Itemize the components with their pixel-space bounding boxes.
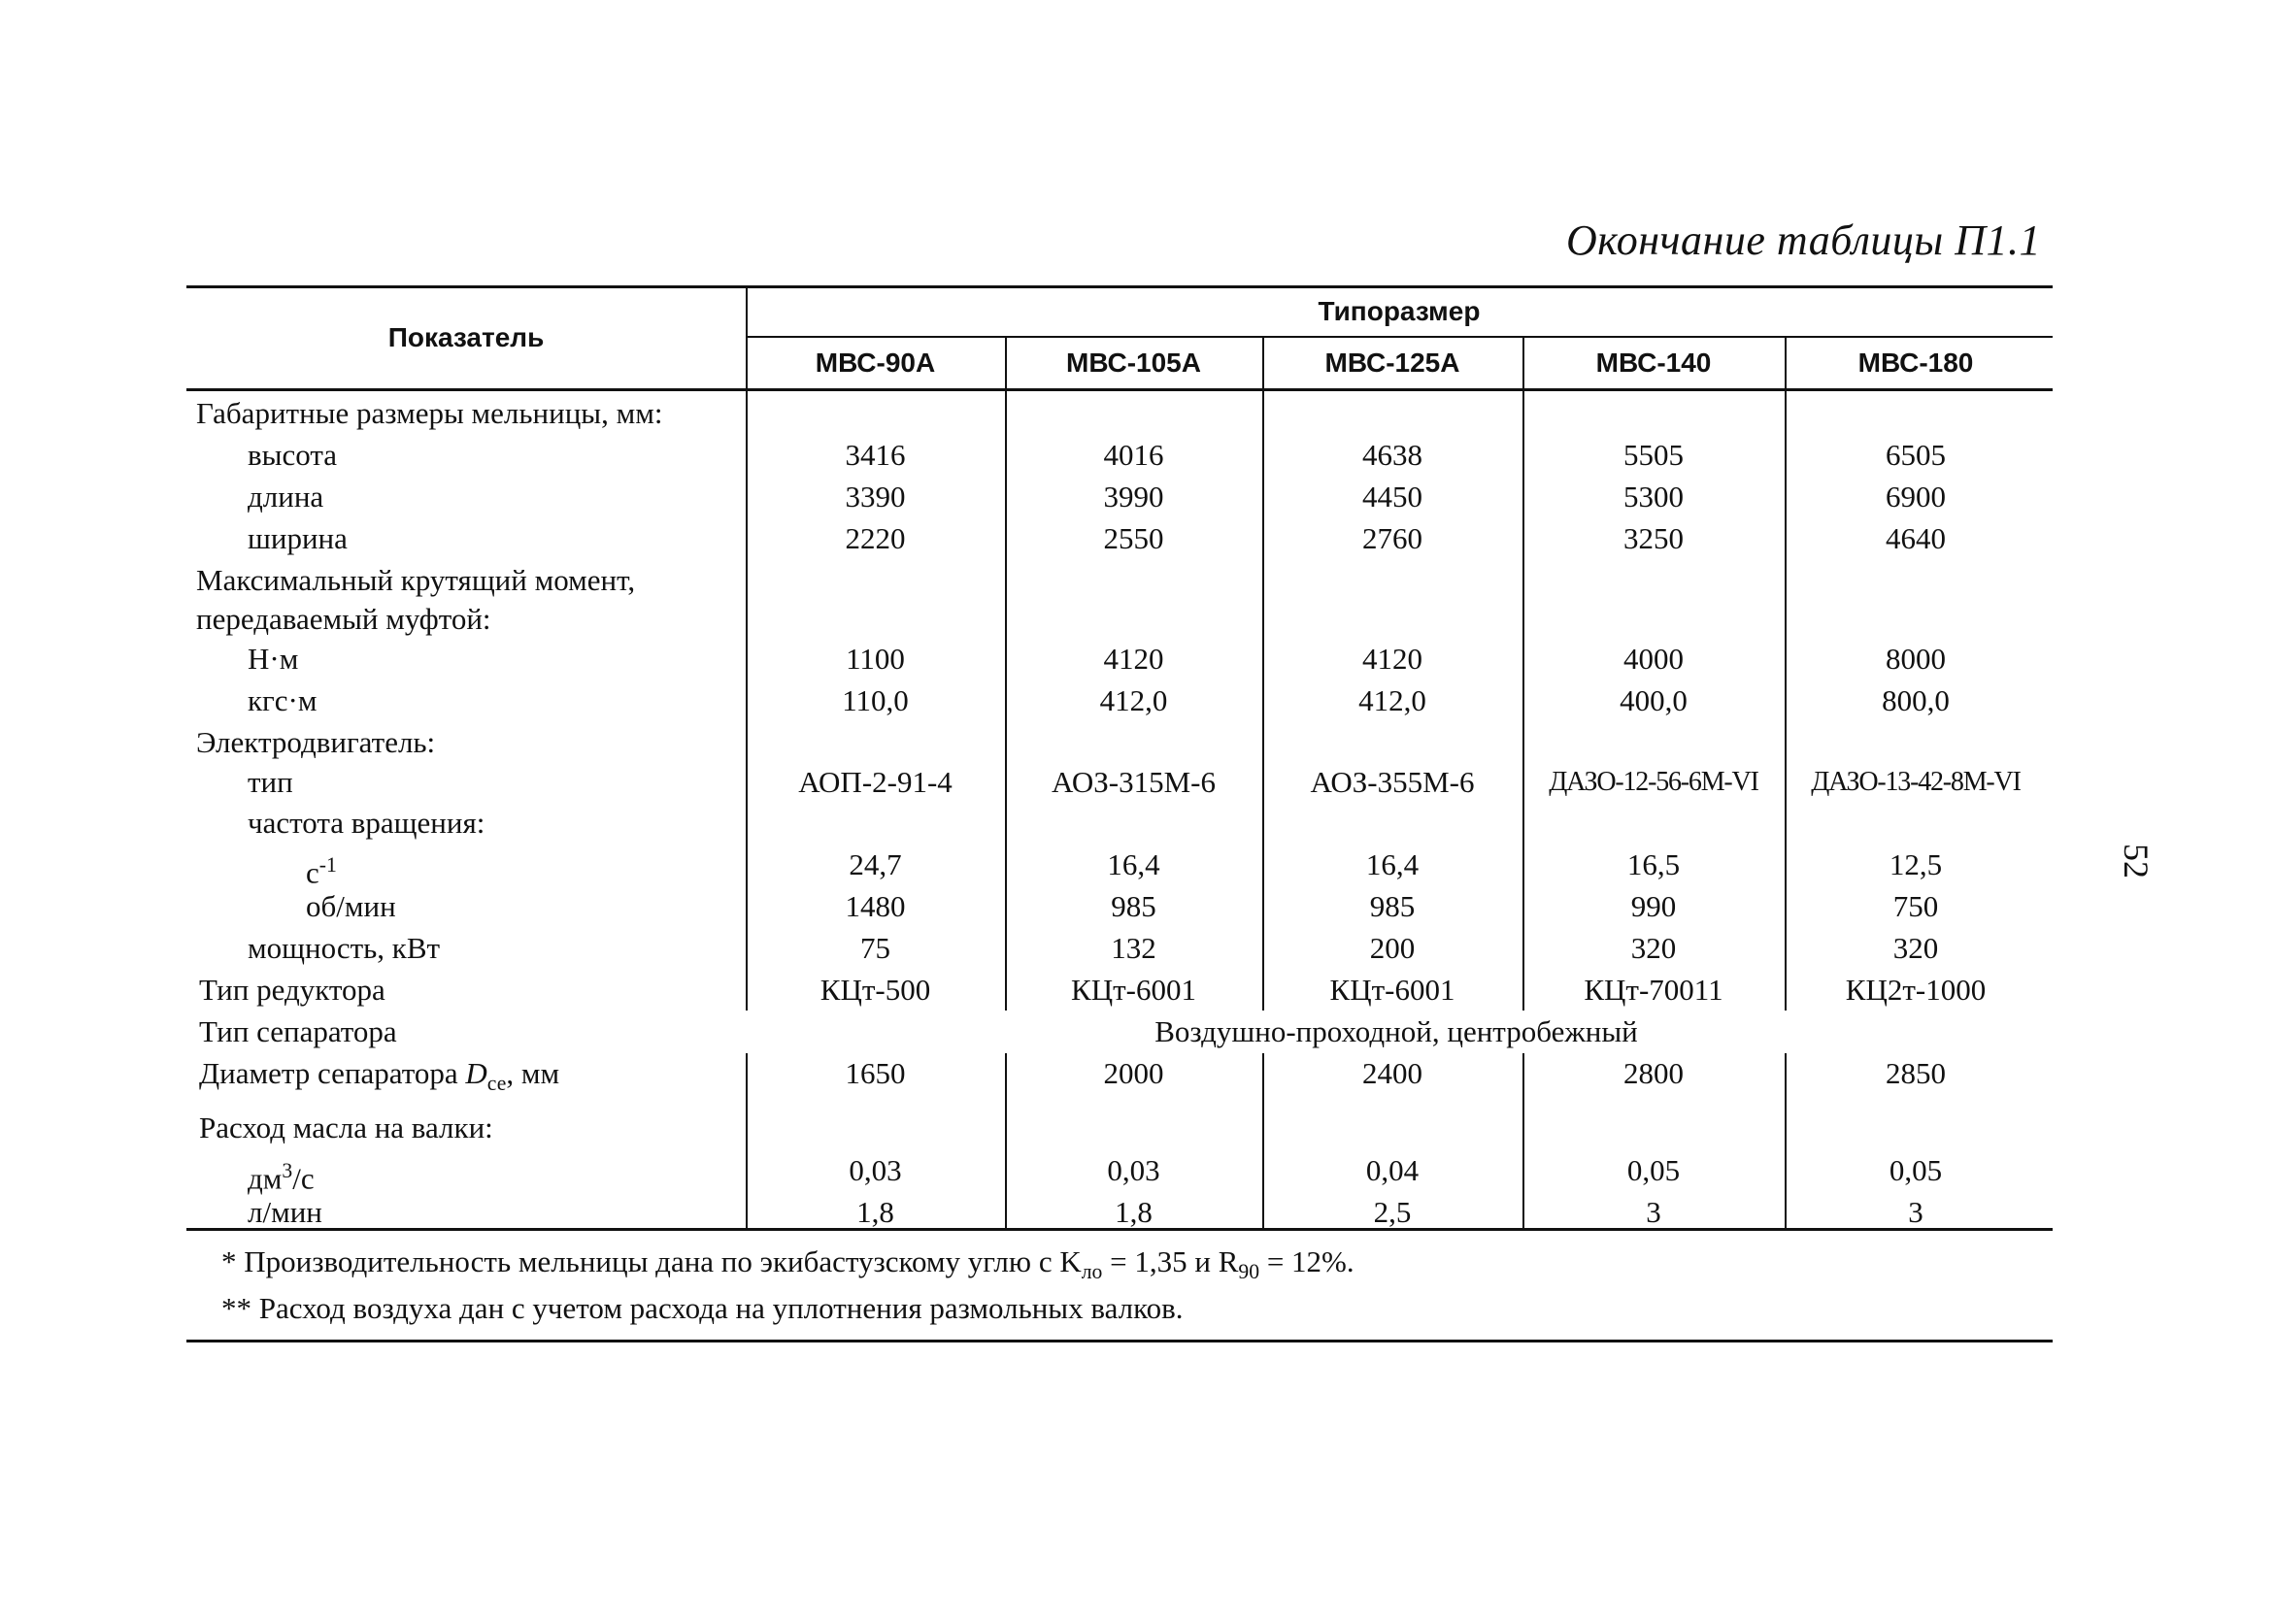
table-cell: КЦт-500: [819, 973, 931, 1007]
table-cell: АОЗ-355М-6: [1310, 765, 1475, 799]
table-cell: 0,03: [1107, 1153, 1160, 1187]
row-label: об/мин: [306, 889, 396, 923]
header-group: Типоразмер: [1318, 296, 1481, 326]
table-cell: 4016: [1103, 438, 1164, 472]
row-label: Электродвигатель:: [196, 725, 436, 759]
table-cell: 1,8: [1115, 1195, 1153, 1229]
row-label: Тип редуктора: [199, 973, 385, 1007]
row-label: кгс·м: [248, 683, 318, 717]
row-label: $дм^3/с$: [248, 1159, 315, 1196]
table-cell: ДАЗО-12-56-6М-VI: [1549, 767, 1758, 797]
table-cell: 0,05: [1626, 1153, 1681, 1187]
table-cell: 320: [1630, 931, 1677, 965]
table-cell: 4120: [1362, 642, 1422, 676]
table-caption: Окончание таблицы П1.1: [1566, 216, 2041, 264]
table-cell: 132: [1111, 931, 1156, 965]
table-cell: 985: [1369, 889, 1416, 923]
table-cell: 16,5: [1626, 847, 1681, 881]
header-bottom-rule: [186, 388, 2053, 391]
table-cell: 0,04: [1365, 1153, 1420, 1187]
table-cell: 1650: [845, 1056, 906, 1090]
table-cell: 3416: [845, 438, 906, 472]
header-model: МВС-140: [1595, 348, 1712, 378]
table-cell: 3: [1646, 1195, 1661, 1229]
table-cell: КЦ2т-1000: [1845, 973, 1987, 1007]
table-cell: 2760: [1362, 521, 1422, 555]
table-cell: 5300: [1623, 480, 1684, 514]
row-label: Габаритные размеры мельницы, мм:: [196, 396, 663, 430]
table-cell: 6900: [1886, 480, 1946, 514]
table-cell: 320: [1892, 931, 1939, 965]
header-model: МВС-180: [1857, 348, 1974, 378]
table-cell: КЦт-70011: [1584, 973, 1723, 1007]
table-cell: 8000: [1886, 642, 1946, 676]
table-cell: 3990: [1103, 480, 1164, 514]
table-cell: 4640: [1886, 521, 1946, 555]
table-cell: 4120: [1103, 642, 1164, 676]
table-cell: 110,0: [842, 683, 909, 717]
table-cell: 0,03: [849, 1153, 902, 1187]
row-label: ширина: [248, 521, 348, 555]
table-cell: 4450: [1362, 480, 1422, 514]
row-label: л/мин: [248, 1195, 322, 1229]
table-cell: 2,5: [1373, 1195, 1412, 1229]
header-model: МВС-90А: [815, 348, 936, 378]
table-cell: 750: [1892, 889, 1939, 923]
table-cell: 1,8: [856, 1195, 894, 1229]
table-cell: 16,4: [1365, 847, 1420, 881]
row-label: Расход масла на валки:: [199, 1110, 493, 1144]
table-cell: КЦт-6001: [1071, 973, 1196, 1007]
table-cell: 4000: [1623, 642, 1684, 676]
table-cell: АОЗ-315М-6: [1052, 765, 1216, 799]
table-cell: 24,7: [849, 847, 902, 881]
row-label: мощность, кВт: [248, 931, 441, 965]
table-cell: 400,0: [1620, 683, 1688, 717]
table-cell: КЦт-6001: [1329, 973, 1455, 1007]
table-cell: АОП-2-91-4: [798, 765, 953, 799]
table-cell: 412,0: [1099, 683, 1168, 717]
table-cell: 5505: [1623, 438, 1684, 472]
table-cell: 16,4: [1107, 847, 1160, 881]
row-label: высота: [248, 438, 338, 472]
table-cell: 800,0: [1882, 683, 1950, 717]
table-cell: 2850: [1886, 1056, 1946, 1090]
table-cell: 2220: [845, 521, 906, 555]
table-cell: 990: [1630, 889, 1677, 923]
row-label: Максимальный крутящий момент,: [196, 563, 636, 597]
page-number: 52: [2117, 844, 2156, 878]
table-cell: 2800: [1623, 1056, 1684, 1090]
table-cell: 3250: [1623, 521, 1684, 555]
row-label: Н·м: [248, 642, 299, 676]
table-cell: 12,5: [1889, 847, 1943, 881]
row-label: $с^{-1}$: [306, 853, 337, 890]
table-cell: 1100: [846, 642, 905, 676]
header-model: МВС-105А: [1066, 348, 1201, 378]
table-cell: 2550: [1103, 521, 1164, 555]
table-cell: 4638: [1362, 438, 1422, 472]
row-label: Диаметр сепаратора $D_{се}$, мм: [199, 1056, 560, 1096]
table-cell: 3390: [845, 480, 906, 514]
row-label: длина: [248, 480, 324, 514]
row-label: тип: [248, 765, 293, 799]
table-top-rule: [186, 285, 2053, 288]
header-mid-rule: [746, 336, 2053, 338]
footnote-2: ** Расход воздуха дан с учетом расхода на уплотнения размольных валков.: [221, 1291, 1184, 1325]
table-cell: 2400: [1362, 1056, 1422, 1090]
table-cell: 3: [1908, 1195, 1923, 1229]
table-cell: 75: [860, 931, 890, 965]
merged-cell: Воздушно-проходной, центробежный: [746, 1011, 2047, 1053]
table-cell: 2000: [1103, 1056, 1164, 1090]
table-cell: 6505: [1886, 438, 1946, 472]
footnote-bottom-rule: [186, 1340, 2053, 1342]
table-cell: 200: [1369, 931, 1416, 965]
table-cell: 0,05: [1889, 1153, 1943, 1187]
row-label: частота вращения:: [248, 806, 485, 840]
table-cell: 985: [1111, 889, 1156, 923]
table-cell: ДАЗО-13-42-8М-VI: [1811, 767, 2021, 797]
footnote-1: * Производительность мельницы дана по экибастузскому углю с $K_{ло} = 1,35$ и $R_{90} = 12\%$.: [221, 1244, 1354, 1284]
table-cell: 412,0: [1358, 683, 1426, 717]
header-indicator: Показатель: [387, 322, 545, 352]
header-model: МВС-125А: [1324, 348, 1460, 378]
table-cell: 1480: [845, 889, 906, 923]
row-label: Тип сепаратора: [199, 1014, 397, 1048]
row-label: передаваемый муфтой:: [196, 602, 491, 636]
